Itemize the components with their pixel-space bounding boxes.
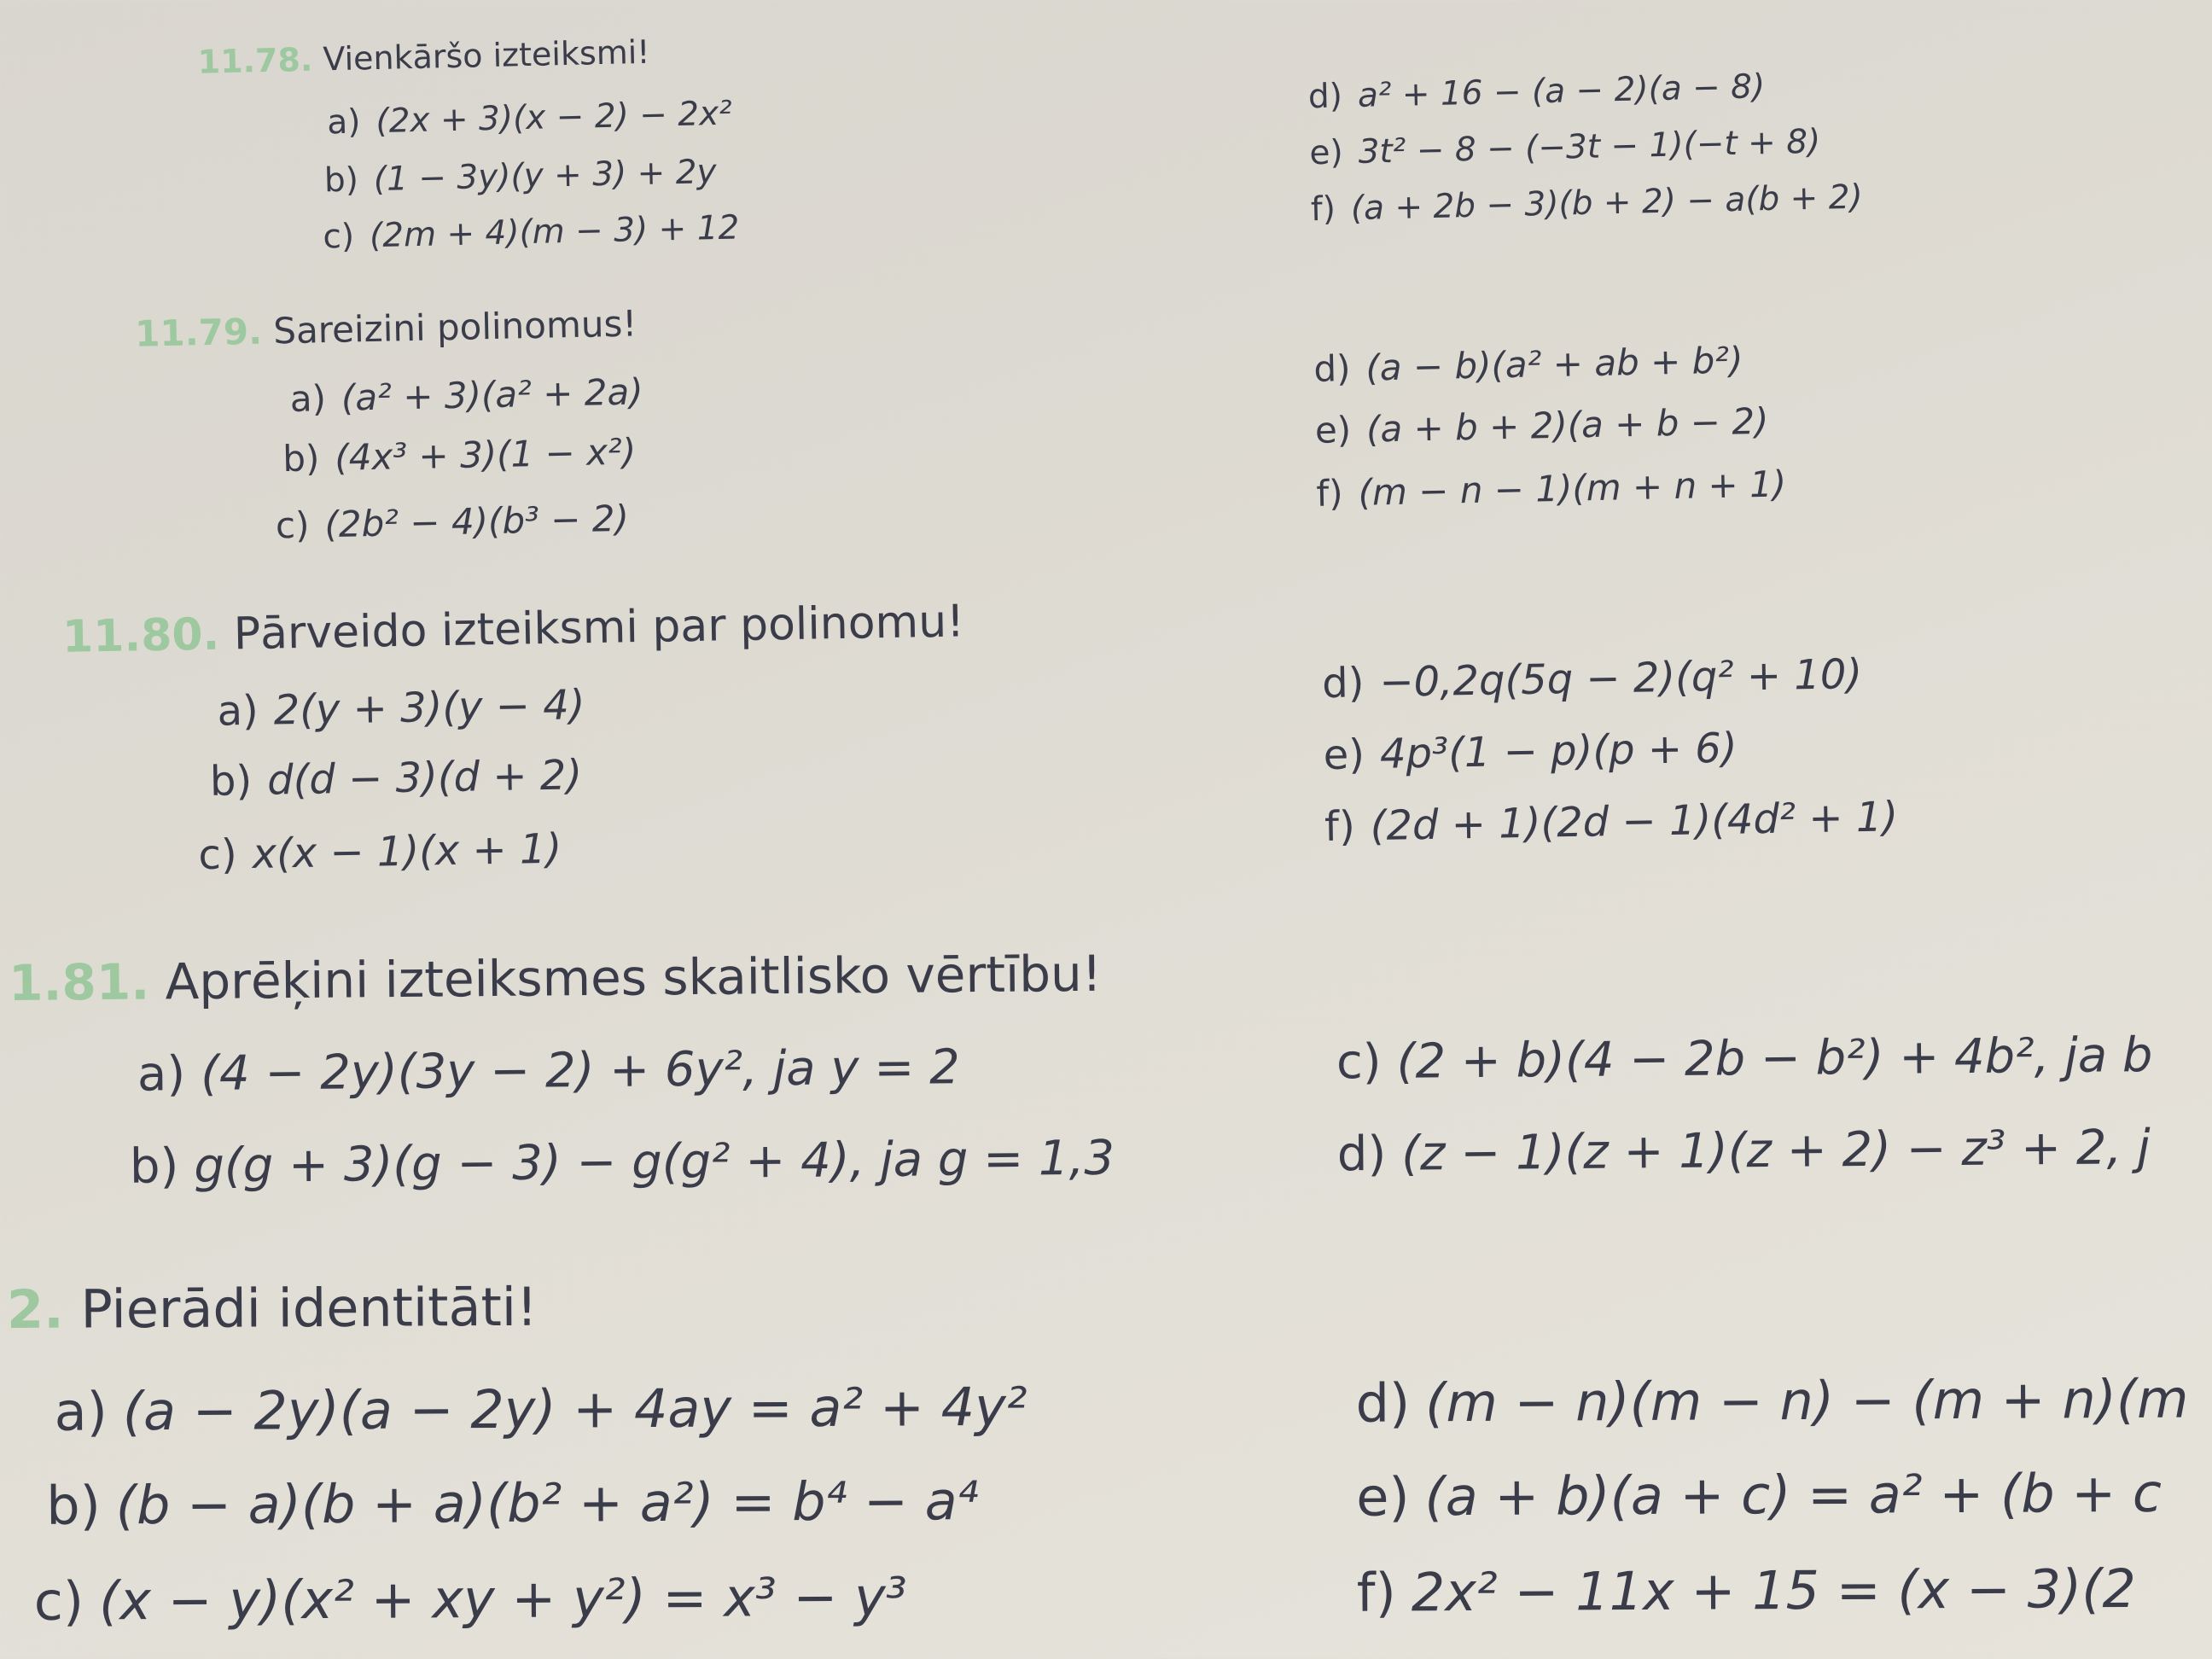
item-expression: (m − n)(m − n) − (m + n)(m [1424,1367,2189,1435]
item-label: e) [1308,133,1344,173]
item-label: a) [54,1380,108,1443]
exercise-title: Sareizini polinomus! [272,302,637,352]
item-expression: 2x² − 11x + 15 = (x − 3)(2 [1411,1557,2137,1624]
item-expression: −0,2q(5q − 2)(q² + 10) [1378,650,1863,707]
exercise-item [1313,339,1743,390]
exercise-item [130,1131,1115,1195]
exercise-heading [62,596,965,662]
item-label: d) [1321,659,1365,708]
item-label: a) [217,686,259,736]
item-expression: (m − n − 1)(m + n + 1) [1358,463,1787,514]
item-label: e) [1356,1465,1410,1528]
item-label: d) [1307,77,1343,117]
exercise-item [137,1039,960,1102]
item-expression: (2 + b)(4 − 2b − b²) + 4b², ja b [1396,1027,2153,1090]
exercise-item [1314,400,1769,451]
exercise-item [1336,1027,2153,1090]
item-expression: 3t² − 8 − (−3t − 1)(−t + 8) [1358,122,1821,172]
item-label: b) [323,160,359,201]
item-expression: (4 − 2y)(3y − 2) + 6y², ja y = 2 [200,1039,960,1102]
exercise-item [275,498,629,547]
item-label: f) [1356,1561,1396,1624]
item-expression: (4x³ + 3)(1 − x²) [334,430,637,479]
item-expression: (a − b)(a² + ab + b²) [1365,339,1743,389]
exercise-heading [9,945,1103,1012]
item-expression: (a − 2y)(a − 2y) + 4ay = a² + 4y² [122,1375,1027,1443]
item-expression: x(x − 1)(x + 1) [252,824,562,878]
exercise-item [198,825,562,879]
exercise-item [327,95,732,143]
exercise-item [323,208,740,256]
item-label: d) [1336,1126,1387,1183]
exercise-item [1356,1462,2162,1528]
exercise-item [289,370,643,420]
exercise-heading [135,302,637,354]
item-label: b) [209,756,253,806]
item-expression: a² + 16 − (a − 2)(a − 8) [1357,67,1766,115]
exercise-item [46,1470,979,1537]
exercise-item [1310,178,1863,230]
exercise-number: 1.81. [8,952,150,1012]
item-label: f) [1310,189,1336,230]
item-expression: (a + b + 2)(a + b − 2) [1365,399,1769,451]
exercise-item [323,153,717,200]
item-label: c) [198,830,238,880]
item-expression: (z − 1)(z + 1)(z + 2) − z³ + 2, j [1400,1120,2151,1182]
item-label: c) [33,1569,84,1633]
item-label: d) [1313,346,1351,390]
item-label: f) [1315,472,1344,515]
item-expression: (a² + 3)(a² + 2a) [341,370,644,419]
item-expression: (2d + 1)(2d − 1)(4d² + 1) [1370,793,1899,851]
item-label: c) [322,217,355,257]
exercise-item [54,1376,1027,1443]
exercise-item [1337,1120,2151,1182]
exercise-title: Pārveido izteiksmi par polinomu! [233,596,965,661]
item-label: c) [1336,1033,1382,1091]
exercise-item [210,751,583,806]
item-label: e) [1314,408,1352,451]
item-expression: (1 − 3y)(y + 3) + 2y [373,153,718,200]
exercise-number: 11.79. [134,310,263,355]
item-label: b) [46,1474,101,1537]
exercise-item [1355,1368,2188,1435]
exercise-heading [197,33,650,81]
item-expression: (a + 2b − 3)(b + 2) − a(b + 2) [1350,178,1864,229]
exercise-item [1307,67,1765,116]
item-expression: (2x + 3)(x − 2) − 2x² [375,94,733,142]
item-expression: (b − a)(b + a)(b² + a²) = b⁴ − a⁴ [115,1470,979,1537]
item-expression: d(d − 3)(d + 2) [266,751,583,805]
item-label: b) [282,437,320,480]
item-label: f) [1324,802,1356,852]
exercise-item [1309,123,1821,173]
exercise-item [1322,650,1863,707]
item-expression: (a + b)(a + c) = a² + (b + c [1424,1461,2163,1528]
item-expression: 4p³(1 − p)(p + 6) [1379,724,1738,778]
item-expression: (2m + 4)(m − 3) + 12 [369,208,740,256]
exercise-item [282,431,637,480]
item-label: b) [129,1138,179,1195]
exercise-number: 2. [6,1278,64,1341]
exercise-title: Vienkāršo izteiksmi! [322,32,650,79]
exercise-item [1323,725,1738,779]
exercise-title: Pierādi identitāti! [80,1275,538,1341]
exercise-heading [7,1276,538,1341]
item-label: e) [1323,731,1365,780]
exercise-title: Aprēķini izteiksmes skaitlisko vērtību! [165,944,1103,1011]
exercise-item [1316,463,1787,515]
exercise-item [34,1565,907,1632]
item-expression: (2b² − 4)(b³ − 2) [323,497,630,546]
item-label: a) [137,1046,186,1103]
exercise-item [1324,793,1899,851]
item-expression: (x − y)(x² + xy + y²) = x³ − y³ [98,1565,907,1633]
exercise-item [1357,1557,2136,1624]
exercise-number: 11.80. [61,608,220,663]
item-expression: g(g + 3)(g − 3) − g(g² + 4), ja g = 1,3 [194,1130,1115,1195]
exercise-item [217,681,585,736]
item-label: d) [1355,1371,1411,1435]
exercise-number: 11.78. [197,40,313,81]
item-expression: 2(y + 3)(y − 4) [273,681,585,735]
item-label: a) [289,377,327,420]
item-label: c) [275,504,310,547]
item-label: a) [326,102,361,143]
